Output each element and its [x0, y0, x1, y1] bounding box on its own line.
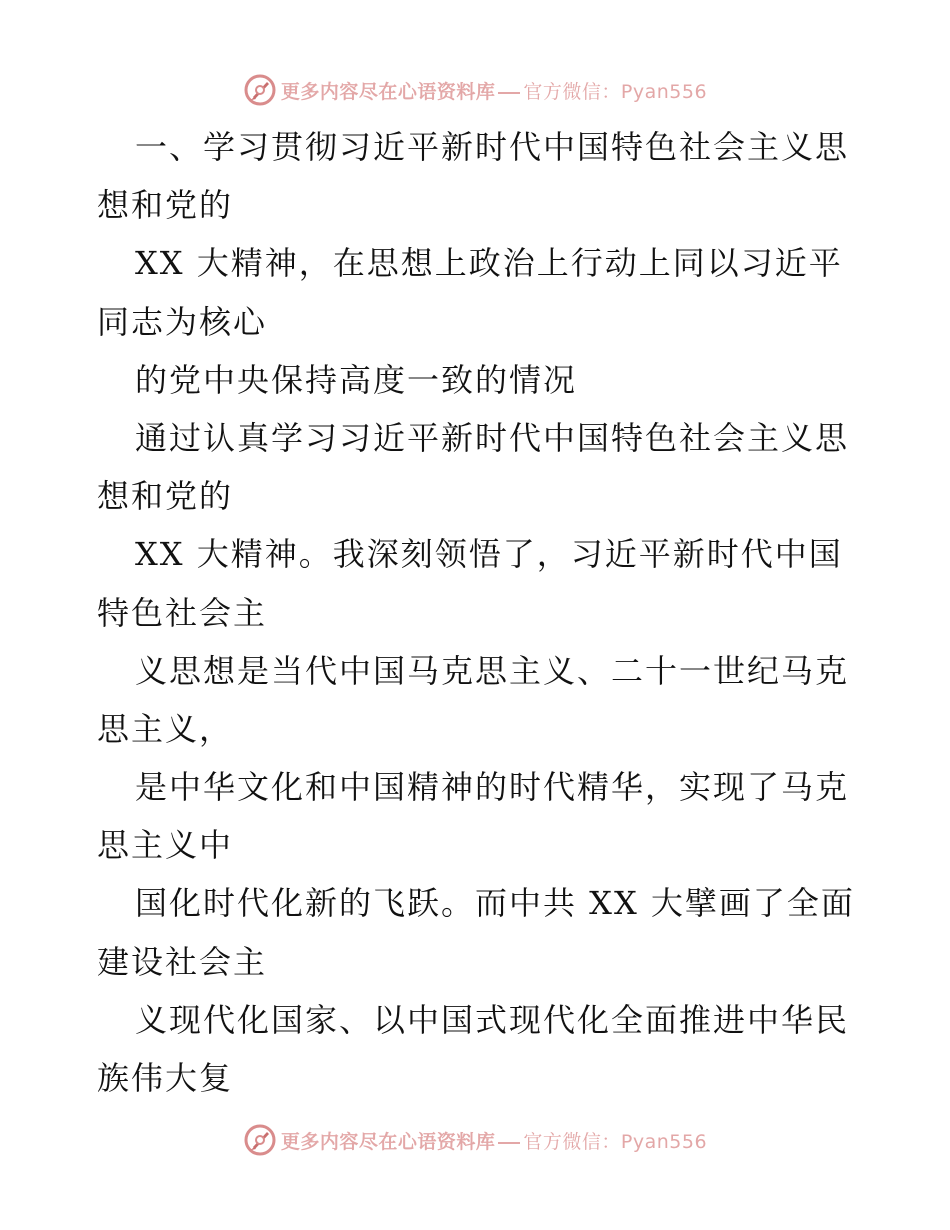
document-line: 思主义，: [97, 709, 234, 748]
document-line: 一、学习贯彻习近平新时代中国特色社会主义思: [135, 128, 850, 166]
document-line: 通过认真学习习近平新时代中国特色社会主义思: [135, 418, 850, 457]
footer-banner-main: 更多内容尽在心语资料库: [280, 1130, 496, 1153]
document-line: 特色社会主: [97, 593, 268, 632]
document-line: 想和党的: [97, 477, 234, 516]
header-banner-text: [281, 77, 707, 104]
footer-banner-tail: 官方微信：Pyan556: [523, 1130, 708, 1153]
quill-logo-icon: [243, 73, 277, 107]
header-watermark-banner: [0, 70, 950, 110]
document-line: 建设社会主: [97, 942, 268, 981]
document-line: 同志为核心: [97, 302, 268, 341]
document-line: 思主义中: [97, 826, 234, 865]
document-line: 是中华文化和中国精神的时代精华，实现了马克: [135, 768, 850, 807]
document-body: [97, 118, 857, 1107]
footer-banner-dash: [498, 1142, 520, 1144]
header-banner-tail: 官方微信：Pyan556: [523, 80, 708, 103]
document-line: 族伟大复: [97, 1059, 234, 1097]
footer-banner-text: [281, 1127, 707, 1154]
header-banner-main: 更多内容尽在心语资料库: [280, 80, 496, 103]
document-line: 义现代化国家、以中国式现代化全面推进中华民: [135, 1000, 850, 1039]
document-line: 义思想是当代中国马克思主义、二十一世纪马克: [135, 651, 850, 690]
document-line: XX 大精神，在思想上政治上行动上同以习近平: [135, 244, 843, 283]
footer-watermark-banner: [0, 1120, 950, 1160]
quill-logo-icon: [243, 1123, 277, 1157]
document-line: XX 大精神。我深刻领悟了，习近平新时代中国: [135, 535, 843, 574]
document-line: 国化时代化新的飞跃。而中共 XX 大擘画了全面: [135, 884, 855, 923]
header-banner-dash: [498, 92, 520, 94]
document-line: 想和党的: [97, 186, 234, 225]
document-line: 的党中央保持高度一致的情况: [135, 360, 578, 399]
